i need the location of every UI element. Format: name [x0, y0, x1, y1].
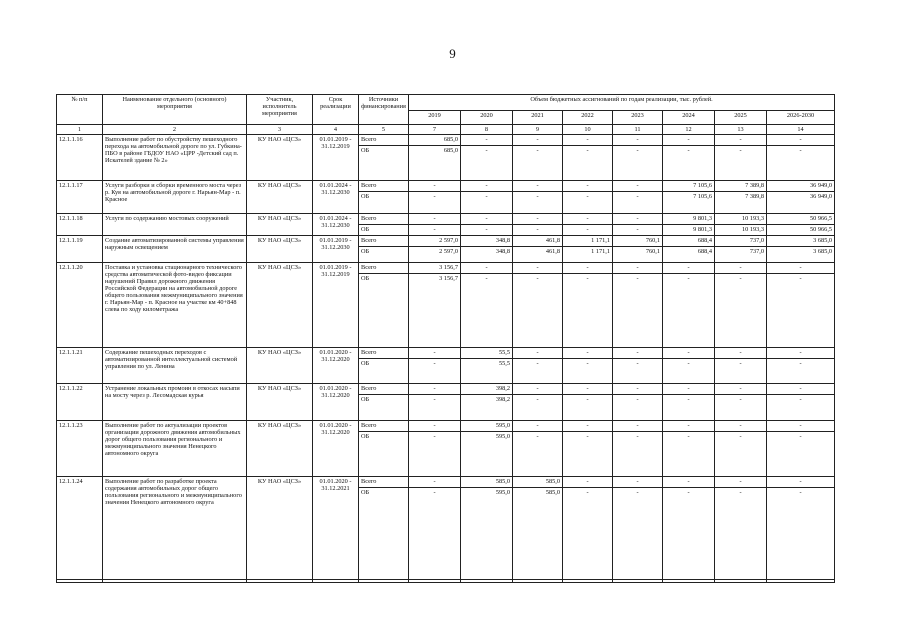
empty-cell [613, 580, 663, 583]
participant: КУ НАО «ЦСЗ» [247, 236, 313, 263]
row-number: 12.1.1.18 [57, 214, 103, 236]
budget-value: - [767, 395, 835, 421]
budget-value: 7 389,8 [715, 192, 767, 214]
row-number: 12.1.1.17 [57, 181, 103, 214]
row-number: 12.1.1.23 [57, 421, 103, 477]
measure-name: Создание автоматизированной системы управления наружным освещением [103, 236, 247, 263]
budget-value: - [715, 359, 767, 384]
budget-value: - [563, 395, 613, 421]
budget-value: - [513, 135, 563, 146]
budget-value: - [563, 192, 613, 214]
budget-value: - [663, 135, 715, 146]
header-term: Срок реализации [313, 95, 359, 125]
budget-value: 688,4 [663, 236, 715, 247]
budget-value: 10 193,3 [715, 225, 767, 236]
budget-value: 595,0 [461, 432, 513, 477]
year-header: 2023 [613, 111, 663, 125]
col-number: 12 [663, 125, 715, 135]
header-volume: Объем бюджетных ассигнований по годам реализации, тыс. рублей. [409, 95, 835, 111]
budget-value: - [563, 432, 613, 477]
budget-value: - [461, 214, 513, 225]
empty-cell [57, 580, 103, 583]
year-header: 2025 [715, 111, 767, 125]
col-number: 10 [563, 125, 613, 135]
row-number: 12.1.1.22 [57, 384, 103, 421]
budget-value: 3 685,0 [767, 236, 835, 247]
finance-source: Всего [359, 135, 409, 146]
budget-value: 36 949,0 [767, 181, 835, 192]
budget-value: - [613, 421, 663, 432]
budget-value: - [663, 263, 715, 274]
budget-value: - [613, 146, 663, 181]
budget-value: - [409, 488, 461, 580]
budget-value: - [513, 263, 563, 274]
col-number: 2 [103, 125, 247, 135]
finance-source: Всего [359, 348, 409, 359]
finance-source: Всего [359, 384, 409, 395]
budget-value: - [409, 477, 461, 488]
empty-cell [715, 580, 767, 583]
budget-value: - [513, 359, 563, 384]
finance-source: ОБ [359, 247, 409, 263]
budget-value: - [563, 274, 613, 348]
measure-name: Выполнение работ по разработке проекта содержания автомобильных дорог общего пользования регионального и межмуниципального значения Ненецкого автономного округа [103, 477, 247, 580]
term: 01.01.2020 - 31.12.2020 [313, 421, 359, 477]
budget-value: - [767, 359, 835, 384]
measure-name: Содержание пешеходных переходов с автоматизированной интеллектуальной системой управления по ул. Ленина [103, 348, 247, 384]
empty-row [57, 580, 835, 583]
row-number: 12.1.1.20 [57, 263, 103, 348]
budget-value: - [767, 432, 835, 477]
col-number: 4 [313, 125, 359, 135]
budget-value: - [409, 192, 461, 214]
budget-value: - [409, 384, 461, 395]
budget-value: - [715, 432, 767, 477]
budget-value: - [715, 488, 767, 580]
year-header: 2026-2030 [767, 111, 835, 125]
finance-source: ОБ [359, 488, 409, 580]
year-header: 2019 [409, 111, 461, 125]
budget-value: - [409, 395, 461, 421]
budget-value: - [767, 263, 835, 274]
budget-value: - [767, 421, 835, 432]
budget-value: - [663, 384, 715, 395]
empty-cell [767, 580, 835, 583]
budget-value: 688,4 [663, 247, 715, 263]
budget-value: - [563, 348, 613, 359]
budget-value: 461,8 [513, 247, 563, 263]
budget-value: - [715, 421, 767, 432]
budget-value: - [715, 135, 767, 146]
measure-name: Устранение локальных промоин в откосах насыпи на мосту через р. Лесомадская курья [103, 384, 247, 421]
budget-value: - [613, 384, 663, 395]
budget-value: 760,1 [613, 236, 663, 247]
finance-source: ОБ [359, 146, 409, 181]
budget-value: 760,1 [613, 247, 663, 263]
term: 01.01.2020 - 31.12.2021 [313, 477, 359, 580]
budget-value: 595,0 [461, 421, 513, 432]
budget-value: - [613, 214, 663, 225]
finance-source: Всего [359, 236, 409, 247]
participant: КУ НАО «ЦСЗ» [247, 214, 313, 236]
budget-value: - [513, 146, 563, 181]
budget-value: 3 685,0 [767, 247, 835, 263]
budget-value: - [767, 348, 835, 359]
budget-value: 348,8 [461, 236, 513, 247]
budget-value: - [767, 488, 835, 580]
budget-value: - [513, 384, 563, 395]
budget-value: - [613, 432, 663, 477]
empty-cell [513, 580, 563, 583]
budget-value: - [513, 181, 563, 192]
budget-value: - [663, 348, 715, 359]
table-row [57, 214, 835, 225]
budget-value: 9 801,3 [663, 225, 715, 236]
budget-value: - [767, 135, 835, 146]
finance-source: ОБ [359, 225, 409, 236]
budget-value: 9 801,3 [663, 214, 715, 225]
budget-value: 7 105,6 [663, 181, 715, 192]
budget-value: - [563, 181, 613, 192]
empty-cell [409, 580, 461, 583]
budget-value: - [663, 146, 715, 181]
budget-table [56, 94, 835, 583]
budget-value: - [563, 135, 613, 146]
year-header: 2020 [461, 111, 513, 125]
participant: КУ НАО «ЦСЗ» [247, 384, 313, 421]
budget-value: 3 156,7 [409, 274, 461, 348]
budget-value: 1 171,1 [563, 247, 613, 263]
col-number: 13 [715, 125, 767, 135]
finance-source: ОБ [359, 395, 409, 421]
budget-value: - [461, 225, 513, 236]
measure-name: Выполнение работ по обустройству пешеходного перехода на автомобильной дороге по ул. Губкина-ПБО в районе ГБДОУ НАО «ЦРР -Детский сад п. Искателей здание № 2» [103, 135, 247, 181]
participant: КУ НАО «ЦСЗ» [247, 135, 313, 181]
table-row [57, 135, 835, 146]
budget-value: 737,0 [715, 236, 767, 247]
budget-value: 595,0 [461, 488, 513, 580]
budget-value: - [715, 384, 767, 395]
budget-value: - [409, 421, 461, 432]
budget-value: 55,5 [461, 348, 513, 359]
budget-value: - [613, 274, 663, 348]
budget-value: - [513, 421, 563, 432]
empty-cell [563, 580, 613, 583]
col-number: 3 [247, 125, 313, 135]
finance-source: Всего [359, 214, 409, 225]
term: 01.01.2019 - 31.12.2019 [313, 135, 359, 181]
term: 01.01.2019 - 31.12.2030 [313, 236, 359, 263]
budget-value: - [613, 263, 663, 274]
budget-value: - [663, 488, 715, 580]
table-row [57, 477, 835, 488]
budget-value: - [663, 395, 715, 421]
budget-value: - [663, 477, 715, 488]
header-source: Источники финансирования [359, 95, 409, 125]
budget-value: - [409, 359, 461, 384]
budget-value: - [461, 146, 513, 181]
participant: КУ НАО «ЦСЗ» [247, 477, 313, 580]
budget-value: 2 597,0 [409, 247, 461, 263]
budget-value: - [613, 359, 663, 384]
year-header: 2024 [663, 111, 715, 125]
finance-source: Всего [359, 477, 409, 488]
budget-value: - [461, 181, 513, 192]
budget-value: 398,2 [461, 384, 513, 395]
budget-value: - [663, 432, 715, 477]
budget-value: - [409, 348, 461, 359]
budget-value: - [513, 225, 563, 236]
budget-value: 585,0 [513, 477, 563, 488]
column-numbers-row [57, 125, 835, 135]
participant: КУ НАО «ЦСЗ» [247, 421, 313, 477]
year-header: 2022 [563, 111, 613, 125]
participant: КУ НАО «ЦСЗ» [247, 181, 313, 214]
budget-value: - [563, 146, 613, 181]
term: 01.01.2020 - 31.12.2020 [313, 348, 359, 384]
budget-value: - [461, 263, 513, 274]
budget-value: - [613, 135, 663, 146]
budget-value: - [563, 263, 613, 274]
finance-source: Всего [359, 263, 409, 274]
empty-cell [359, 580, 409, 583]
budget-value: 348,8 [461, 247, 513, 263]
budget-value: - [715, 263, 767, 274]
finance-source: Всего [359, 421, 409, 432]
measure-name: Услуги по содержанию мостовых сооружений [103, 214, 247, 236]
budget-value: - [409, 432, 461, 477]
col-number: 7 [409, 125, 461, 135]
empty-cell [663, 580, 715, 583]
table-row [57, 236, 835, 247]
budget-value: - [613, 477, 663, 488]
budget-value: - [613, 192, 663, 214]
budget-value: 685,0 [409, 146, 461, 181]
budget-value: - [767, 274, 835, 348]
budget-value: - [715, 348, 767, 359]
budget-value: - [513, 192, 563, 214]
budget-value: - [715, 395, 767, 421]
finance-source: ОБ [359, 359, 409, 384]
budget-value: 585,0 [513, 488, 563, 580]
budget-value: - [513, 348, 563, 359]
budget-value: 2 597,0 [409, 236, 461, 247]
budget-value: 737,0 [715, 247, 767, 263]
budget-value: - [409, 225, 461, 236]
budget-value: - [613, 181, 663, 192]
col-number: 14 [767, 125, 835, 135]
budget-value: 3 156,7 [409, 263, 461, 274]
col-number: 5 [359, 125, 409, 135]
row-number: 12.1.1.19 [57, 236, 103, 263]
budget-value: - [663, 359, 715, 384]
budget-value: - [409, 181, 461, 192]
budget-value: - [461, 192, 513, 214]
finance-source: ОБ [359, 432, 409, 477]
measure-name: Поставка и установка стационарного технического средства автоматической фото-видео фиксации нарушений Правил дорожного движения Российской Федерации на автомобильной дороге общего пользования межмуниципального значения г. Нарьян-Мар - п. Красное на участке км 40+848 слева по ходу километража [103, 263, 247, 348]
empty-cell [103, 580, 247, 583]
budget-value: 7 105,6 [663, 192, 715, 214]
year-header: 2021 [513, 111, 563, 125]
budget-value: 461,8 [513, 236, 563, 247]
row-number: 12.1.1.16 [57, 135, 103, 181]
budget-value: 10 193,3 [715, 214, 767, 225]
budget-value: - [461, 135, 513, 146]
header-name: Наименование отдельного (основного) мероприятия [103, 95, 247, 125]
budget-value: - [409, 214, 461, 225]
header-participant: Участник, исполнитель мероприятия [247, 95, 313, 125]
finance-source: ОБ [359, 192, 409, 214]
budget-value: - [563, 384, 613, 395]
budget-value: - [513, 395, 563, 421]
budget-value: - [663, 421, 715, 432]
finance-source: Всего [359, 181, 409, 192]
finance-source: ОБ [359, 274, 409, 348]
budget-value: - [663, 274, 715, 348]
budget-value: - [563, 225, 613, 236]
budget-value: - [513, 432, 563, 477]
measure-name: Услуги разборки и сборки временного моста через р. Куя на автомобильной дороге г. Нарьян-Мар - п. Красное [103, 181, 247, 214]
budget-value: - [767, 384, 835, 395]
row-number: 12.1.1.24 [57, 477, 103, 580]
budget-value: 55,5 [461, 359, 513, 384]
budget-value: 50 966,5 [767, 225, 835, 236]
table-row [57, 384, 835, 395]
budget-value: - [715, 274, 767, 348]
empty-cell [313, 580, 359, 583]
budget-value: - [461, 274, 513, 348]
budget-value: - [563, 477, 613, 488]
participant: КУ НАО «ЦСЗ» [247, 348, 313, 384]
term: 01.01.2020 - 31.12.2020 [313, 384, 359, 421]
budget-value: 685,0 [409, 135, 461, 146]
col-number: 11 [613, 125, 663, 135]
table-row [57, 181, 835, 192]
budget-value: - [613, 225, 663, 236]
budget-value: - [563, 359, 613, 384]
table-body [57, 95, 835, 583]
budget-value: - [767, 477, 835, 488]
table-row [57, 348, 835, 359]
header-num: № п/п [57, 95, 103, 125]
budget-value: 585,0 [461, 477, 513, 488]
term: 01.01.2019 - 31.12.2019 [313, 263, 359, 348]
term: 01.01.2024 - 31.12.2030 [313, 214, 359, 236]
budget-value: - [715, 477, 767, 488]
measure-name: Выполнение работ по актуализации проектов организации дорожного движения автомобильных дорог общего пользования регионального и межмуниципального значения Ненецкого автономного округа [103, 421, 247, 477]
budget-value: - [613, 348, 663, 359]
budget-value: - [767, 146, 835, 181]
col-number: 1 [57, 125, 103, 135]
empty-cell [461, 580, 513, 583]
col-number: 9 [513, 125, 563, 135]
budget-value: 50 966,5 [767, 214, 835, 225]
term: 01.01.2024 - 31.12.2030 [313, 181, 359, 214]
budget-value: - [563, 421, 613, 432]
budget-value: - [563, 488, 613, 580]
empty-cell [247, 580, 313, 583]
budget-value: - [715, 146, 767, 181]
col-number: 8 [461, 125, 513, 135]
budget-value: 398,2 [461, 395, 513, 421]
budget-value: - [513, 274, 563, 348]
budget-value: 36 949,0 [767, 192, 835, 214]
table-row [57, 263, 835, 274]
participant: КУ НАО «ЦСЗ» [247, 263, 313, 348]
budget-value: - [613, 488, 663, 580]
budget-value: - [513, 214, 563, 225]
page-number: 9 [449, 46, 456, 61]
budget-value: - [613, 395, 663, 421]
row-number: 12.1.1.21 [57, 348, 103, 384]
budget-value: 7 389,8 [715, 181, 767, 192]
budget-value: - [563, 214, 613, 225]
budget-value: 1 171,1 [563, 236, 613, 247]
table-row [57, 421, 835, 432]
